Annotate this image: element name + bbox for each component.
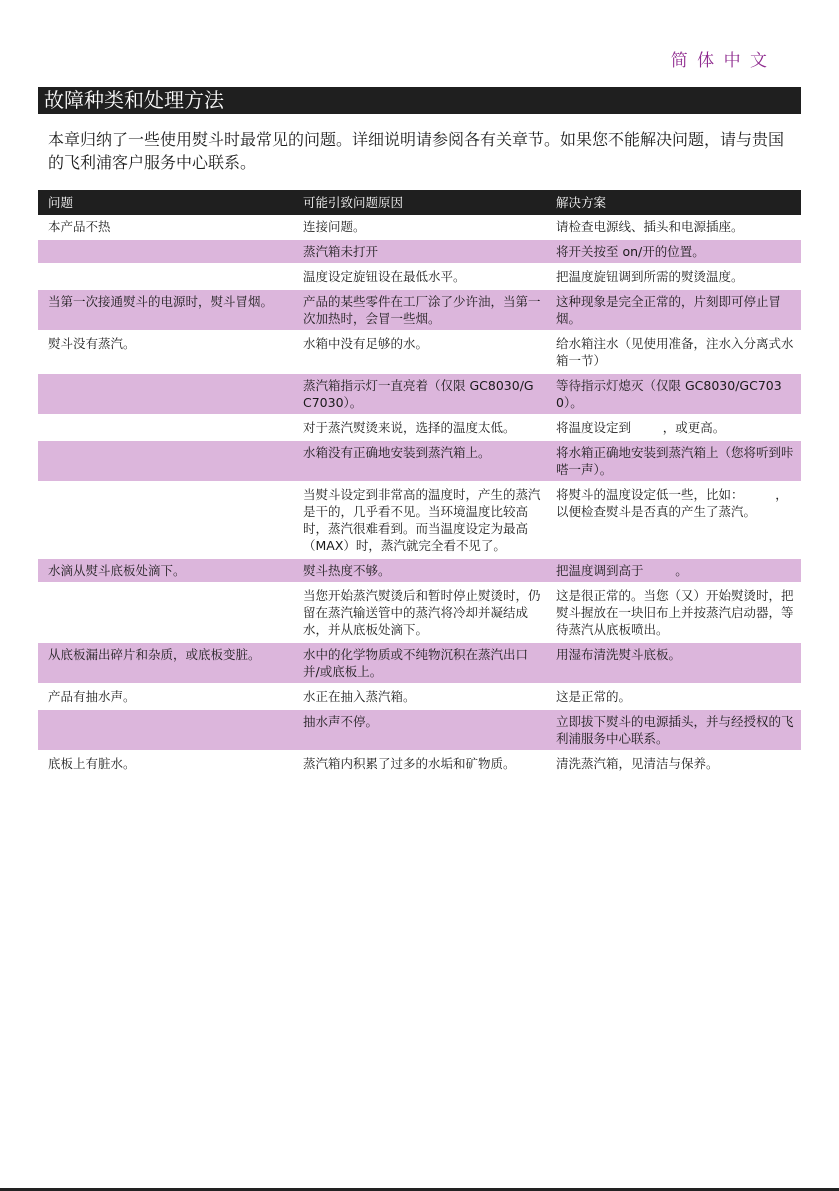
- cause-cell: 连接问题。: [303, 219, 366, 234]
- problem-cell: [38, 265, 293, 288]
- cause-cell: 当您开始蒸汽熨烫后和暂时停止熨烫时，仍留在蒸汽输送管中的蒸汽将冷却并凝结成水，并从底板处滴下。: [303, 588, 541, 637]
- cause-cell: 蒸汽箱指示灯一直亮着（仅限 GC8030/GC7030）。: [303, 378, 534, 410]
- cause-cell: 蒸汽箱未打开: [303, 244, 379, 259]
- solution-cell: 把温度调到高于 。: [556, 563, 688, 578]
- table-row: [38, 240, 801, 265]
- section-title: 故障种类和处理方法: [38, 87, 801, 114]
- table-row: [38, 584, 801, 643]
- problem-cell: [38, 584, 293, 641]
- cause-cell: 温度设定旋钮设在最低水平。: [303, 269, 466, 284]
- table-row: [38, 643, 801, 685]
- solution-cell: 给水箱注水（见使用准备，注水入分离式水箱一节）: [556, 336, 794, 368]
- cause-cell: 当熨斗设定到非常高的温度时，产生的蒸汽是干的，几乎看不见。当环境温度比较高时，蒸汽很难看到。而当温度设定为最高（MAX）时，蒸汽就完全看不见了。: [303, 487, 541, 553]
- cause-cell: 蒸汽箱内积累了过多的水垢和矿物质。: [303, 756, 516, 771]
- solution-cell: 这是正常的。: [556, 689, 632, 704]
- problem-cell: 熨斗没有蒸汽。: [48, 336, 136, 351]
- solution-cell: 将水箱正确地安装到蒸汽箱上（您将听到咔嗒一声）。: [556, 445, 794, 477]
- table-row: [38, 290, 801, 332]
- problem-cell: [38, 483, 293, 557]
- problem-cell: 从底板漏出碎片和杂质，或底板变脏。: [48, 647, 261, 662]
- solution-cell: 清洗蒸汽箱，见清洁与保养。: [556, 756, 719, 771]
- solution-cell: 这是很正常的。当您（又）开始熨烫时，把熨斗握放在一块旧布上并按蒸汽启动器，等待蒸汽从底板喷出。: [556, 588, 794, 637]
- problem-cell: 本产品不热: [48, 219, 111, 234]
- troubleshooting-table: [38, 190, 801, 777]
- table-row: [38, 416, 801, 441]
- problem-cell: 产品有抽水声。: [48, 689, 136, 704]
- cause-cell: 熨斗热度不够。: [303, 563, 391, 578]
- table-row: [38, 215, 801, 240]
- solution-cell: 请检查电源线、插头和电源插座。: [556, 219, 744, 234]
- cause-cell: 产品的某些零件在工厂涂了少许油，当第一次加热时，会冒一些烟。: [303, 294, 541, 326]
- column-header-cause: 可能引致问题原因: [303, 195, 404, 210]
- problem-cell: [38, 710, 293, 750]
- solution-cell: 将温度设定到 ，或更高。: [556, 420, 726, 435]
- cause-cell: 抽水声不停。: [303, 714, 379, 729]
- cause-cell: 水箱中没有足够的水。: [303, 336, 429, 351]
- problem-cell: 水滴从熨斗底板处滴下。: [48, 563, 186, 578]
- problem-cell: [38, 374, 293, 414]
- problem-cell: [38, 441, 293, 481]
- solution-cell: 将熨斗的温度设定低一些，比如： ，以便检查熨斗是否真的产生了蒸汽。: [556, 487, 788, 519]
- table-row: [38, 483, 801, 559]
- solution-cell: 立即拔下熨斗的电源插头，并与经授权的飞利浦服务中心联系。: [556, 714, 794, 746]
- table-body: [38, 215, 801, 777]
- solution-cell: 等待指示灯熄灭（仅限 GC8030/GC7030）。: [556, 378, 782, 410]
- solution-cell: 把温度旋钮调到所需的熨烫温度。: [556, 269, 744, 284]
- table-row: [38, 374, 801, 416]
- table-row: [38, 332, 801, 374]
- problem-cell: 当第一次接通熨斗的电源时，熨斗冒烟。: [48, 294, 274, 309]
- table-row: [38, 265, 801, 290]
- table-row: [38, 559, 801, 584]
- solution-cell: 用湿布清洗熨斗底板。: [556, 647, 682, 662]
- table-row: [38, 710, 801, 752]
- column-header-problem: 问题: [48, 195, 74, 210]
- cause-cell: 水正在抽入蒸汽箱。: [303, 689, 416, 704]
- language-label: 简 体 中 文: [670, 51, 769, 71]
- cause-cell: 水中的化学物质或不纯物沉积在蒸汽出口并/或底板上。: [303, 647, 529, 679]
- intro-paragraph: 本章归纳了一些使用熨斗时最常见的问题。详细说明请参阅各有关章节。如果您不能解决问题，请与贵国的飞利浦客户服务中心联系。: [48, 130, 785, 172]
- problem-cell: 底板上有脏水。: [48, 756, 136, 771]
- cause-cell: 对于蒸汽熨烫来说，选择的温度太低。: [303, 420, 516, 435]
- table-row: [38, 752, 801, 777]
- problem-cell: [38, 240, 293, 263]
- solution-cell: 将开关按至 on/开的位置。: [556, 244, 705, 259]
- table-header: [38, 190, 801, 215]
- table-row: [38, 685, 801, 710]
- cause-cell: 水箱没有正确地安装到蒸汽箱上。: [303, 445, 491, 460]
- solution-cell: 这种现象是完全正常的，片刻即可停止冒烟。: [556, 294, 782, 326]
- problem-cell: [38, 416, 293, 439]
- table-row: [38, 441, 801, 483]
- column-header-solution: 解决方案: [556, 195, 607, 210]
